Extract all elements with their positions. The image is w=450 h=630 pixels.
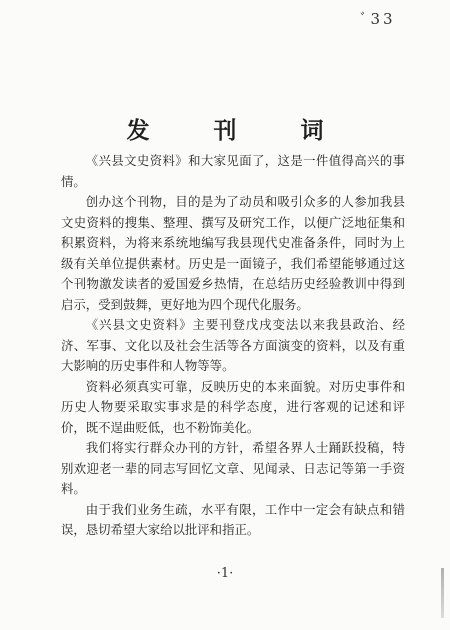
page-number: ·1· [216, 566, 234, 581]
paragraph: 创办这个刊物，目的是为了动员和吸引众多的人参加我县文史资料的搜集、整理、撰写及研究工作，以便广泛地征集和积累资料，为将来系统地编写我县现代史准备条件，同时为上级有关单位提供素材。历史是一面镜子，我们希望能够通过这个刊物激发读者的爱国爱乡热情，在总结历史经验教训中得到启示，受到鼓舞，更好地为四个现代化服务。 [61, 194, 405, 312]
paragraph: 资料必须真实可靠，反映历史的本来面貌。对历史事件和历史人物要采取实事求是的科学态度，进行客观的记述和评价，既不逞曲贬低，也不粉饰美化。 [61, 378, 405, 435]
page-title: 发 刊 词 [126, 117, 352, 144]
paragraph: 《兴县文史资料》和大家见面了，这是一件值得高兴的事情。 [61, 153, 405, 189]
handwritten-mark: ﾞ33 [360, 10, 396, 28]
article-body [61, 151, 405, 541]
scan-edge-mark [441, 568, 444, 618]
paragraph: 由于我们业务生疏，水平有限，工作中一定会有缺点和错误，恳切希望大家给以批评和指正。 [61, 501, 405, 537]
paragraph: 我们将实行群众办刊的方针，希望各界人士踊跃投稿，特别欢迎老一辈的同志写回忆文章、见闻录、日志记等第一手资料。 [61, 440, 405, 496]
paragraph: 《兴县文史资料》主要刊登戊戌变法以来我县政治、经济、军事、文化以及社会生活等各方面演变的资料，以及有重大影响的历史事件和人物等等。 [61, 317, 405, 373]
